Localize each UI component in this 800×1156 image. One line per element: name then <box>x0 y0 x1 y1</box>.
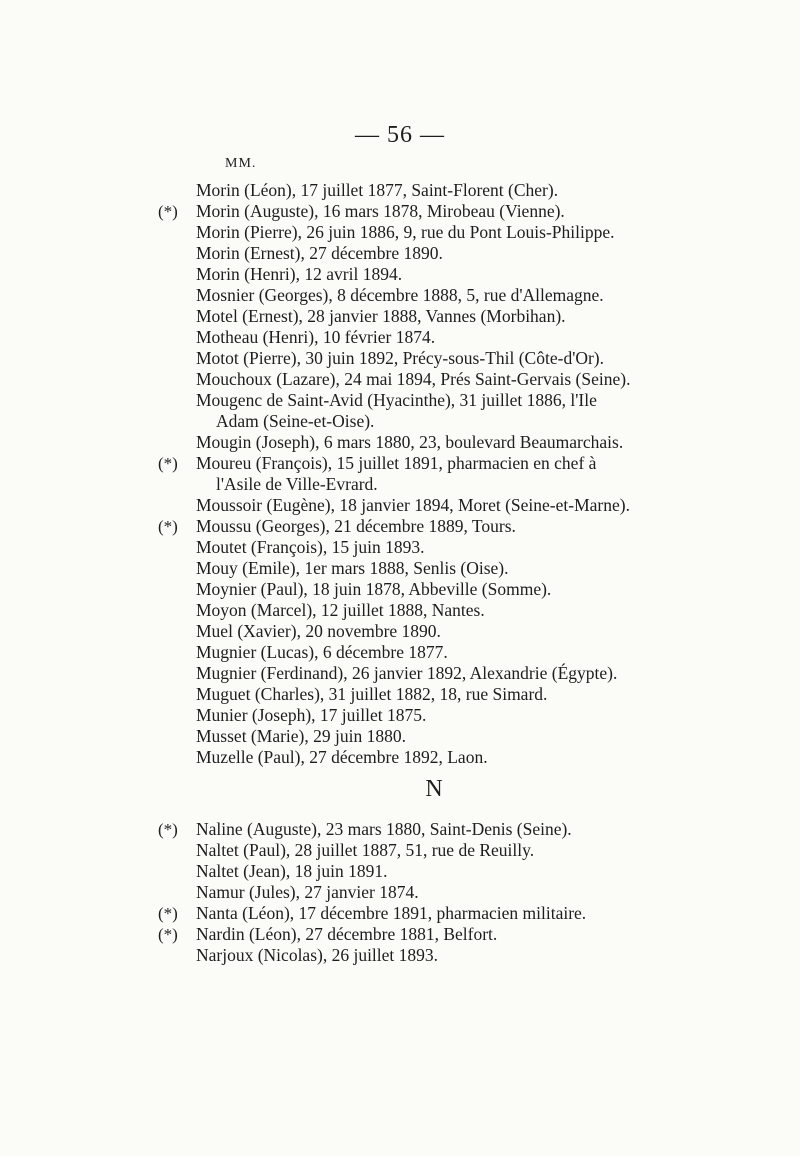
list-item <box>196 327 716 348</box>
entry-marker: (*) <box>158 517 178 536</box>
entry-text: Motot (Pierre), 30 juin 1892, Précy-sous-Thil (Côte-d'Or). <box>196 348 605 368</box>
list-item <box>196 600 716 621</box>
entry-text: Naltet (Jean), 18 juin 1891. <box>196 861 388 881</box>
entry-text: Mouy (Emile), 1er mars 1888, Senlis (Oise). <box>196 558 509 578</box>
entry-text: Narjoux (Nicolas), 26 juillet 1893. <box>196 945 439 965</box>
list-item <box>196 945 716 966</box>
list-item <box>196 306 716 327</box>
entry-text: Morin (Auguste), 16 mars 1878, Mirobeau (Vienne). <box>196 201 565 221</box>
list-item <box>196 243 716 264</box>
entry-text: Moussu (Georges), 21 décembre 1889, Tours. <box>196 516 516 536</box>
entry-text: Musset (Marie), 29 juin 1880. <box>196 726 406 746</box>
list-item <box>196 840 716 861</box>
entry-text: Naline (Auguste), 23 mars 1880, Saint-Denis (Seine). <box>196 819 572 839</box>
entry-text: Morin (Léon), 17 juillet 1877, Saint-Florent (Cher). <box>196 180 559 200</box>
list-item <box>196 747 716 768</box>
list-item <box>158 924 716 945</box>
entry-list-m <box>158 180 716 768</box>
entry-text: Mouchoux (Lazare), 24 mai 1894, Prés Saint-Gervais (Seine). <box>196 369 631 389</box>
list-item <box>196 180 716 201</box>
list-item <box>196 432 716 453</box>
entry-text: Moussoir (Eugène), 18 janvier 1894, Moret (Seine-et-Marne). <box>196 495 630 515</box>
list-item <box>196 348 716 369</box>
entry-text: Moynier (Paul), 18 juin 1878, Abbeville (Somme). <box>196 579 552 599</box>
entry-text: Muel (Xavier), 20 novembre 1890. <box>196 621 441 641</box>
entry-text: Moyon (Marcel), 12 juillet 1888, Nantes. <box>196 600 485 620</box>
list-item <box>196 369 716 390</box>
entry-text: Morin (Pierre), 26 juin 1886, 9, rue du Pont Louis-Philippe. <box>196 222 615 242</box>
list-item <box>196 642 716 663</box>
entry-text: Muzelle (Paul), 27 décembre 1892, Laon. <box>196 747 488 767</box>
list-item <box>196 222 716 243</box>
entry-text: Munier (Joseph), 17 juillet 1875. <box>196 705 427 725</box>
entry-text: Morin (Henri), 12 avril 1894. <box>196 264 403 284</box>
entry-marker: (*) <box>158 202 178 221</box>
entry-text: Naltet (Paul), 28 juillet 1887, 51, rue de Reuilly. <box>196 840 535 860</box>
list-item <box>196 621 716 642</box>
list-item <box>196 882 716 903</box>
list-item <box>196 726 716 747</box>
entry-text: Moureu (François), 15 juillet 1891, pharmacien en chef à <box>196 453 597 473</box>
entry-text: Mugnier (Lucas), 6 décembre 1877. <box>196 642 448 662</box>
entry-text: Mougenc de Saint-Avid (Hyacinthe), 31 juillet 1886, l'Ile <box>196 390 597 410</box>
entry-text: Nardin (Léon), 27 décembre 1881, Belfort. <box>196 924 498 944</box>
entry-text: Morin (Ernest), 27 décembre 1890. <box>196 243 443 263</box>
entry-continuation: l'Asile de Ville-Evrard. <box>216 474 378 494</box>
list-item <box>196 663 716 684</box>
entry-list-n <box>158 819 716 966</box>
list-prefix: MM. <box>225 156 257 171</box>
list-item <box>196 684 716 705</box>
list-item <box>158 201 716 222</box>
list-item <box>196 579 716 600</box>
list-item <box>196 285 716 306</box>
entry-marker: (*) <box>158 454 178 473</box>
entry-text: Mougin (Joseph), 6 mars 1880, 23, boulevard Beaumarchais. <box>196 432 624 452</box>
list-item <box>196 390 716 432</box>
list-item <box>196 861 716 882</box>
list-item <box>158 819 716 840</box>
list-item <box>196 264 716 285</box>
entry-marker: (*) <box>158 820 178 839</box>
entry-text: Mugnier (Ferdinand), 26 janvier 1892, Alexandrie (Égypte). <box>196 663 618 683</box>
list-item <box>196 495 716 516</box>
entry-text: Motheau (Henri), 10 février 1874. <box>196 327 436 347</box>
entry-text: Namur (Jules), 27 janvier 1874. <box>196 882 419 902</box>
entry-text: Nanta (Léon), 17 décembre 1891, pharmacien militaire. <box>196 903 587 923</box>
list-item <box>158 453 716 495</box>
entry-continuation: Adam (Seine-et-Oise). <box>216 411 375 431</box>
entry-text: Moutet (François), 15 juin 1893. <box>196 537 425 557</box>
entry-text: Mosnier (Georges), 8 décembre 1888, 5, rue d'Allemagne. <box>196 285 604 305</box>
list-item <box>196 558 716 579</box>
list-item <box>196 705 716 726</box>
entry-text: Motel (Ernest), 28 janvier 1888, Vannes (Morbihan). <box>196 306 566 326</box>
list-item <box>158 516 716 537</box>
list-item <box>196 537 716 558</box>
entry-marker: (*) <box>158 925 178 944</box>
entry-marker: (*) <box>158 904 178 923</box>
page-number: — 56 — <box>355 122 445 148</box>
entry-text: Muguet (Charles), 31 juillet 1882, 18, rue Simard. <box>196 684 548 704</box>
section-letter: N <box>425 776 443 802</box>
list-item <box>158 903 716 924</box>
